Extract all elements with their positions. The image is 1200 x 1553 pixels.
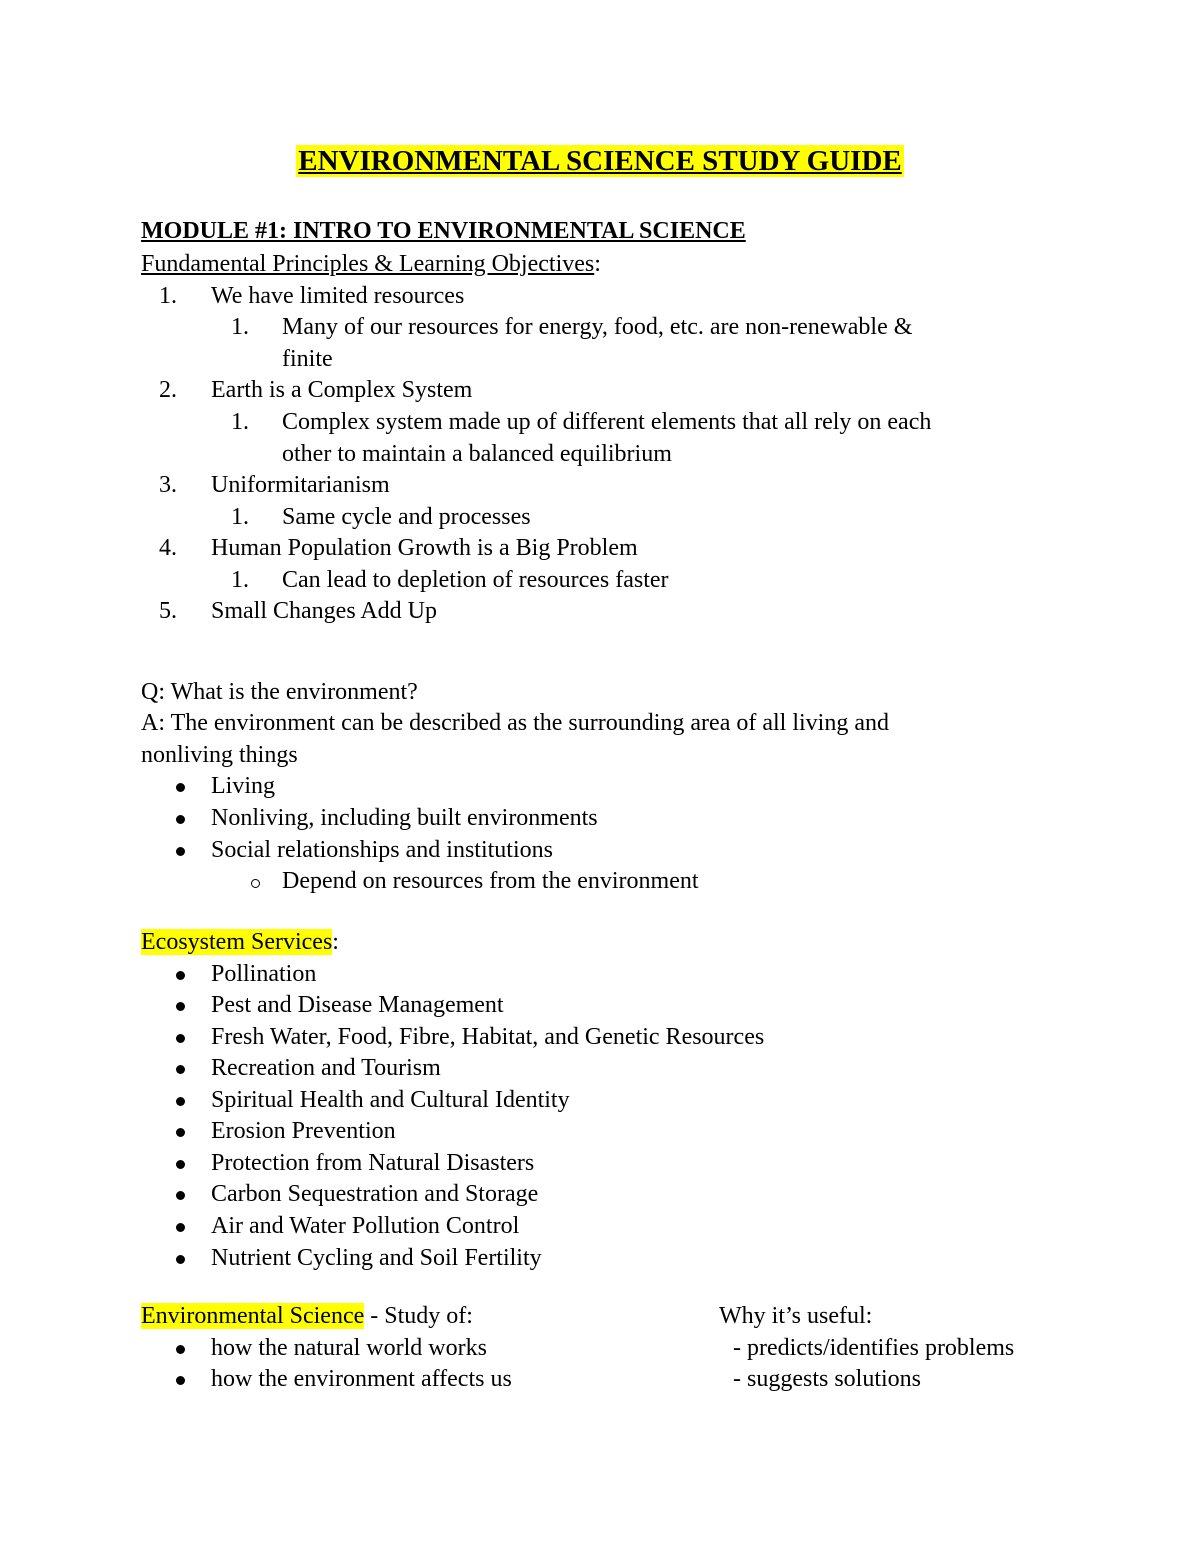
bullet-icon [176, 1160, 185, 1169]
module-heading: MODULE #1: INTRO TO ENVIRONMENTAL SCIENCE [141, 218, 746, 244]
bullet-icon [176, 1034, 185, 1043]
ecosystem-item-text: Recreation and Tourism [211, 1055, 441, 1081]
subitem-text-line: finite [282, 346, 333, 372]
ecosystem-item-text: Erosion Prevention [211, 1118, 396, 1144]
answer-text-line2: nonliving things [141, 742, 298, 768]
ecosystem-item-text: Carbon Sequestration and Storage [211, 1181, 539, 1207]
principles-colon: : [594, 251, 601, 277]
document-title [0, 144, 1200, 178]
principles-label: Fundamental Principles & Learning Objectives [141, 251, 595, 277]
ecosystem-heading-colon: : [332, 929, 339, 955]
useful-item: - predicts/identifies problems [733, 1335, 1015, 1361]
qa-section [141, 676, 1161, 906]
principles-list [141, 280, 1161, 630]
bullet-icon [176, 1065, 185, 1074]
subitem-text-line: Same cycle and processes [282, 504, 531, 530]
envsci-term: Environmental Science [141, 1303, 365, 1329]
useful-item: - suggests solutions [733, 1366, 922, 1392]
principle-number: 3. [159, 472, 177, 498]
principle-text: Uniformitarianism [211, 472, 390, 498]
document-title-text: ENVIRONMENTAL SCIENCE STUDY GUIDE [298, 145, 902, 177]
bullet-icon [176, 1128, 185, 1137]
ecosystem-item-text: Spiritual Health and Cultural Identity [211, 1087, 570, 1113]
bullet-icon [176, 815, 185, 824]
circle-bullet-icon [251, 879, 260, 888]
bullet-icon [176, 1002, 185, 1011]
bullet-icon [176, 1376, 185, 1385]
study-item-text: how the natural world works [211, 1335, 487, 1361]
ecosystem-heading-text: Ecosystem Services [141, 929, 333, 955]
subitem-text-line: Many of our resources for energy, food, etc. are non-renewable & [282, 314, 913, 340]
principle-number: 4. [159, 535, 177, 561]
bullet-icon [176, 1097, 185, 1106]
study-item-text: how the environment affects us [211, 1366, 512, 1392]
question-text: Q: What is the environment? [141, 679, 418, 705]
ecosystem-item-text: Protection from Natural Disasters [211, 1150, 535, 1176]
bullet-icon [176, 1191, 185, 1200]
envsci-suffix: - Study of: [364, 1303, 473, 1329]
ecosystem-item-text: Pollination [211, 961, 317, 987]
bullet-icon [176, 971, 185, 980]
principle-text: Small Changes Add Up [211, 598, 437, 624]
principle-text: Human Population Growth is a Big Problem [211, 535, 638, 561]
envsci-section [141, 1300, 1161, 1400]
bullet-text: Social relationships and institutions [211, 837, 553, 863]
ecosystem-item-text: Nutrient Cycling and Soil Fertility [211, 1245, 542, 1271]
subitem-text-line: other to maintain a balanced equilibrium [282, 441, 672, 467]
subitem-text-line: Complex system made up of different elements that all rely on each [282, 409, 932, 435]
ecosystem-item-text: Pest and Disease Management [211, 992, 504, 1018]
bullet-icon [176, 1345, 185, 1354]
ecosystem-section [141, 926, 1161, 1276]
bullet-text: Nonliving, including built environments [211, 805, 598, 831]
subitem-number: 1. [231, 314, 249, 340]
subitem-number: 1. [231, 504, 249, 530]
principle-number: 2. [159, 377, 177, 403]
useful-heading: Why it’s useful: [719, 1303, 873, 1329]
subitem-number: 1. [231, 409, 249, 435]
bullet-icon [176, 1255, 185, 1264]
principle-number: 5. [159, 598, 177, 624]
bullet-icon [176, 783, 185, 792]
bullet-text: Living [211, 773, 275, 799]
subitem-number: 1. [231, 567, 249, 593]
bullet-icon [176, 847, 185, 856]
sub-bullet-text: Depend on resources from the environment [282, 868, 699, 894]
ecosystem-item-text: Fresh Water, Food, Fibre, Habitat, and Genetic Resources [211, 1024, 765, 1050]
principle-number: 1. [159, 283, 177, 309]
subitem-text-line: Can lead to depletion of resources faster [282, 567, 669, 593]
ecosystem-heading [141, 926, 339, 958]
bullet-icon [176, 1223, 185, 1232]
principle-text: Earth is a Complex System [211, 377, 473, 403]
ecosystem-item-text: Air and Water Pollution Control [211, 1213, 520, 1239]
envsci-heading [141, 1300, 473, 1332]
principles-heading [141, 248, 1161, 280]
answer-text-line1: A: The environment can be described as the surrounding area of all living and [141, 710, 889, 736]
principle-text: We have limited resources [211, 283, 465, 309]
